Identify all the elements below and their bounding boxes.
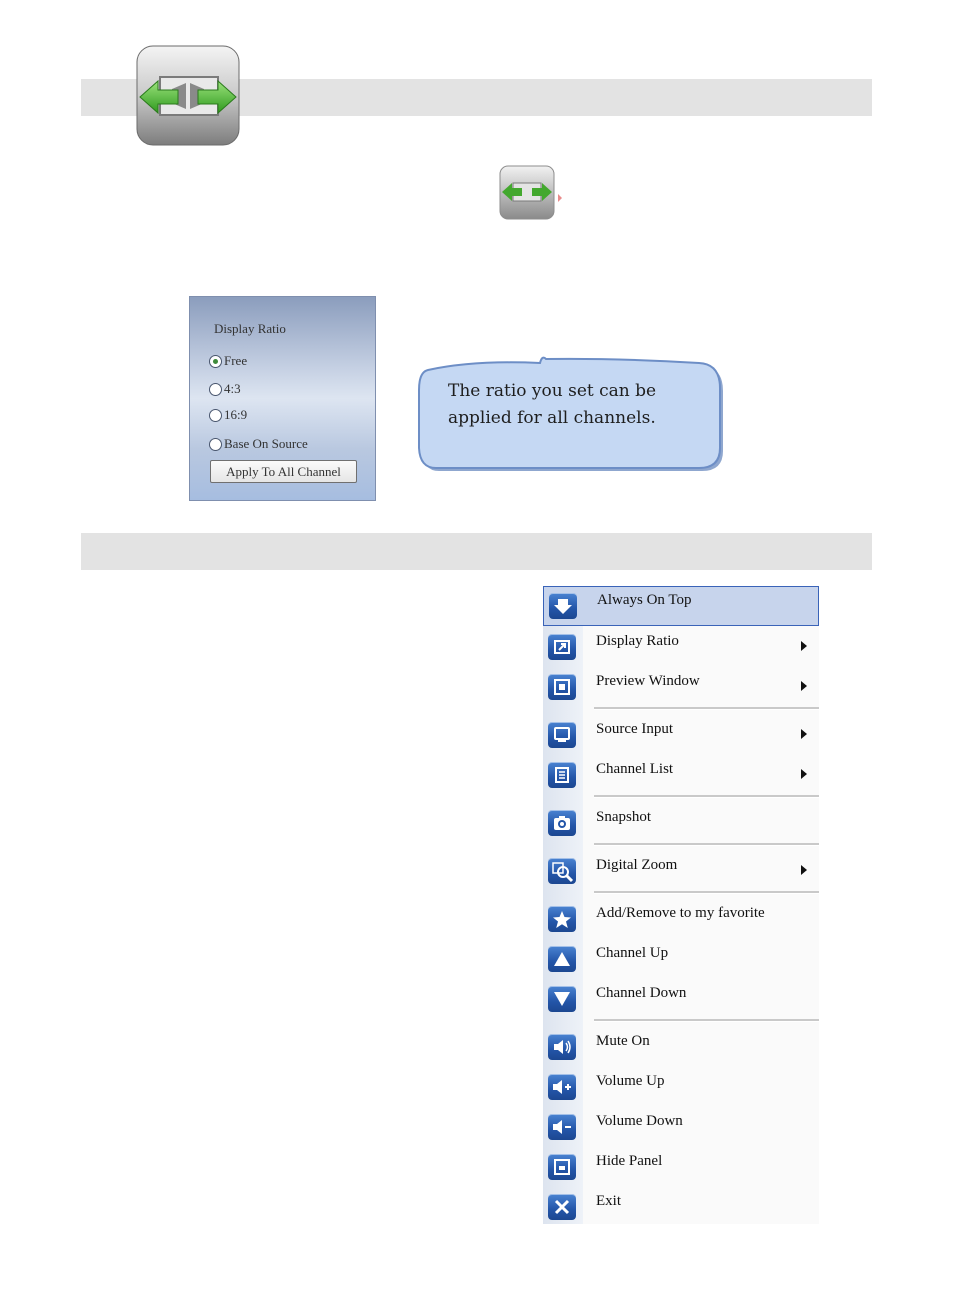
radio-label: Base On Source [224, 436, 308, 451]
radio-option-16-9[interactable] [209, 407, 247, 423]
apply-to-all-channel-button[interactable]: Apply To All Channel [210, 460, 357, 483]
menu-item-volume-up[interactable] [543, 1066, 819, 1106]
radio-option-4-3[interactable] [209, 381, 241, 397]
channel-down-icon [548, 986, 576, 1012]
menu-item-digital-zoom[interactable] [543, 850, 819, 890]
menu-separator [594, 795, 819, 798]
submenu-arrow-icon [801, 641, 807, 651]
menu-item-source-input[interactable] [543, 714, 819, 754]
mute-icon [548, 1034, 576, 1060]
volume-down-icon [548, 1114, 576, 1140]
radio-label: 16:9 [224, 407, 248, 422]
submenu-arrow-icon [801, 729, 807, 739]
menu-item-label: Always On Top [597, 592, 692, 608]
menu-item-always-on-top[interactable] [543, 586, 819, 626]
menu-item-label: Hide Panel [596, 1153, 663, 1169]
submenu-arrow-icon [801, 769, 807, 779]
menu-item-channel-list[interactable] [543, 754, 819, 794]
star-icon [548, 906, 576, 932]
display-ratio-app-icon [136, 45, 240, 146]
menu-item-channel-down[interactable] [543, 978, 819, 1018]
menu-item-label: Channel Up [596, 945, 669, 961]
section-header-band-2 [81, 533, 872, 570]
menu-item-label: Channel List [596, 761, 674, 777]
radio-label: 4:3 [224, 381, 241, 396]
callout-text [448, 378, 708, 432]
radio-button[interactable] [209, 383, 222, 396]
menu-item-display-ratio[interactable] [543, 626, 819, 666]
menu-separator [594, 1019, 819, 1022]
hide-panel-icon [548, 1154, 576, 1180]
menu-item-label: Exit [596, 1193, 621, 1209]
menu-item-mute-on[interactable] [543, 1026, 819, 1066]
display-ratio-toolbar-button[interactable] [499, 165, 567, 221]
menu-item-exit[interactable] [543, 1186, 819, 1226]
menu-item-label: Display Ratio [596, 633, 679, 649]
panel-title: Display Ratio [214, 321, 286, 336]
menu-separator [594, 707, 819, 710]
zoom-icon [548, 858, 576, 884]
submenu-arrow-icon [801, 681, 807, 691]
menu-item-channel-up[interactable] [543, 938, 819, 978]
context-menu [543, 586, 819, 1224]
menu-item-label: Mute On [596, 1033, 650, 1049]
radio-option-base-on-source[interactable] [209, 436, 308, 452]
callout-line-2: applied for all channels. [448, 408, 656, 428]
volume-up-icon [548, 1074, 576, 1100]
display-ratio-panel [189, 296, 376, 501]
menu-item-hide-panel[interactable] [543, 1146, 819, 1186]
menu-item-preview-window[interactable] [543, 666, 819, 706]
radio-label: Free [224, 353, 248, 368]
camera-icon [548, 810, 576, 836]
radio-option-free[interactable] [209, 353, 247, 369]
menu-separator [594, 843, 819, 846]
menu-item-label: Channel Down [596, 985, 687, 1001]
menu-separator [594, 891, 819, 894]
radio-button[interactable] [209, 355, 222, 368]
callout-line-1: The ratio you set can be [448, 381, 657, 401]
menu-item-label: Source Input [596, 721, 674, 737]
menu-item-label: Preview Window [596, 673, 700, 689]
display-ratio-icon [548, 634, 576, 660]
menu-item-label: Volume Down [596, 1113, 683, 1129]
radio-button[interactable] [209, 438, 222, 451]
channel-up-icon [548, 946, 576, 972]
menu-item-label: Digital Zoom [596, 857, 678, 873]
radio-button[interactable] [209, 409, 222, 422]
menu-item-add-remove-favorite[interactable] [543, 898, 819, 938]
menu-item-label: Snapshot [596, 809, 652, 825]
menu-item-label: Add/Remove to my favorite [596, 905, 765, 921]
menu-item-volume-down[interactable] [543, 1106, 819, 1146]
submenu-arrow-icon [801, 865, 807, 875]
always-on-top-icon [549, 593, 577, 619]
source-input-icon [548, 722, 576, 748]
menu-item-snapshot[interactable] [543, 802, 819, 842]
close-icon [548, 1194, 576, 1220]
menu-item-label: Volume Up [596, 1073, 665, 1089]
preview-window-icon [548, 674, 576, 700]
channel-list-icon [548, 762, 576, 788]
